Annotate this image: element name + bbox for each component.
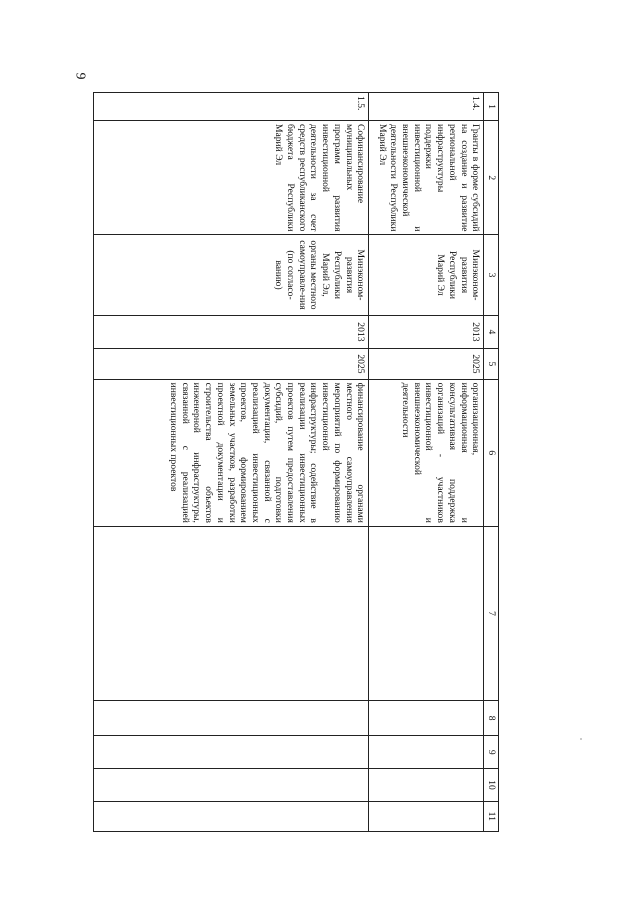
measure-name: Софинансирование муниципальных программ развития инвестиционной деятельности за счет средств республиканского бюджета Республики Марий Эл — [94, 120, 369, 235]
header-col-8: 8 — [484, 701, 499, 736]
start-year: 2013 — [369, 315, 484, 349]
row-number: 1.5. — [94, 93, 369, 121]
executor: Минэконом-развития Республики Марий Эл, органы местного самоуправле-ния (по согласо-ванию) — [94, 235, 369, 315]
header-col-9: 9 — [484, 736, 499, 769]
scan-speck — [580, 738, 582, 740]
header-col-6: 6 — [484, 379, 499, 526]
cell-col-8 — [94, 701, 369, 736]
cell-col-7 — [94, 526, 369, 700]
header-col-11: 11 — [484, 801, 499, 831]
expected-result: финансирование органами местного самоуправления мероприятий по формированию инвестиционной инфраструктуры; содействие в реализации инвестиционных проектов путем предоставления субсидий, подготовки документации, связанной с реализацией инвестиционных проектов, формированием земельных участков, разработки проектной документации и строительства объектов инженерной инфраструктуры, связанной с реализацией инвестиционных проектов — [94, 379, 369, 526]
header-col-10: 10 — [484, 769, 499, 801]
cell-col-8 — [369, 701, 484, 736]
cell-col-10 — [94, 769, 369, 801]
header-col-4: 4 — [484, 315, 499, 349]
cell-col-7 — [369, 526, 484, 700]
row-number: 1.4. — [369, 93, 484, 121]
end-year: 2025 — [94, 349, 369, 379]
cell-col-10 — [369, 769, 484, 801]
table-row — [94, 93, 369, 832]
executor: Минэконом-развития Республики Марий Эл — [369, 235, 484, 315]
cell-col-11 — [369, 801, 484, 831]
measures-table — [93, 92, 499, 832]
cell-col-9 — [94, 736, 369, 769]
end-year: 2025 — [369, 349, 484, 379]
table-header-row — [484, 93, 499, 832]
rotated-table-wrapper — [104, 92, 499, 832]
header-col-3: 3 — [484, 235, 499, 315]
expected-result: организационная, информационная и консультативная поддержка организаций - участников инвестиционной и внешнеэкономической деятельности — [369, 379, 484, 526]
header-col-7: 7 — [484, 526, 499, 700]
header-col-5: 5 — [484, 349, 499, 379]
measure-name: Гранты в форме субсидий на создание и развитие региональной инфраструктуры поддержки инвестиционной и внешнеэкономической деятельности Республики Марий Эл — [369, 120, 484, 235]
table-row — [369, 93, 484, 832]
start-year: 2013 — [94, 315, 369, 349]
header-col-2: 2 — [484, 120, 499, 235]
cell-col-9 — [369, 736, 484, 769]
header-col-1: 1 — [484, 93, 499, 121]
page-number: 9 — [72, 72, 88, 80]
cell-col-11 — [94, 801, 369, 831]
